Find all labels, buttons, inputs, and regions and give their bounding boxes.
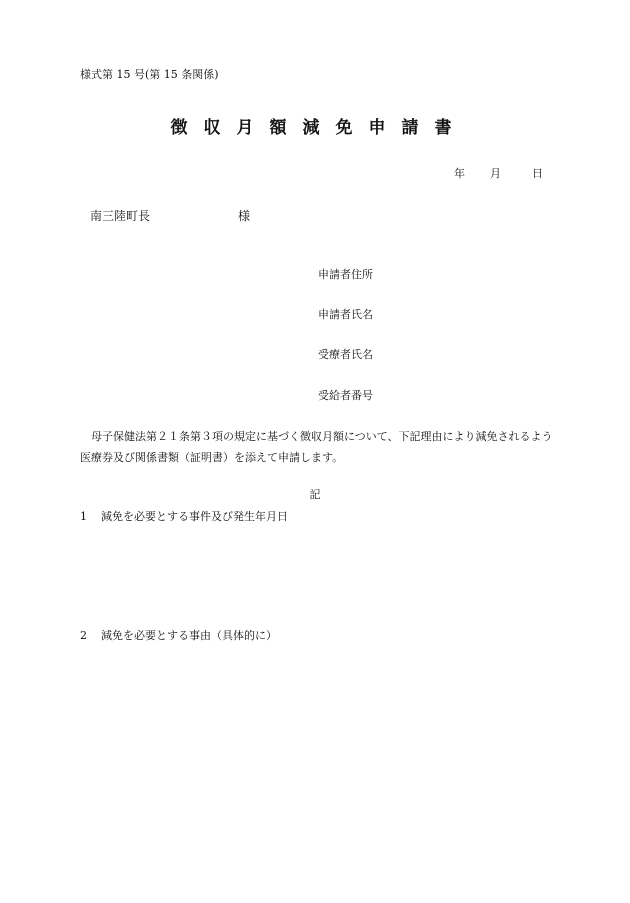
item-2 — [80, 627, 277, 643]
applicant-address-label: 申請者住所 — [318, 268, 373, 281]
application-statement — [80, 426, 560, 468]
ki-heading: 記 — [309, 488, 321, 501]
statement-line-2: 医療券及び関係書類（証明書）を添えて申請します。 — [80, 451, 344, 464]
date-day-label: 日 — [532, 167, 543, 180]
patient-name-label: 受療者氏名 — [318, 348, 373, 361]
item-2-number: 2 — [80, 629, 87, 642]
applicant-name-label: 申請者氏名 — [318, 308, 373, 321]
date-year-label: 年 — [454, 167, 465, 180]
addressee-honorific: 様 — [238, 209, 251, 223]
date-month-label: 月 — [490, 167, 501, 180]
item-1-label: 減免を必要とする事件及び発生年月日 — [101, 510, 288, 523]
recipient-number-label: 受給者番号 — [318, 389, 373, 402]
item-2-label: 減免を必要とする事由（具体的に） — [101, 629, 277, 642]
item-1 — [80, 508, 288, 524]
document-title: 徴収月額減免申請書 — [170, 118, 468, 138]
statement-line-1: 母子保健法第２１条第３項の規定に基づく徴収月額について、下記理由により減免されるよう — [91, 430, 553, 443]
addressee-name: 南三陸町長 — [90, 209, 151, 223]
item-1-number: 1 — [80, 510, 87, 523]
form-number: 様式第 15 号(第 15 条関係) — [80, 68, 219, 81]
date-row — [454, 165, 543, 181]
